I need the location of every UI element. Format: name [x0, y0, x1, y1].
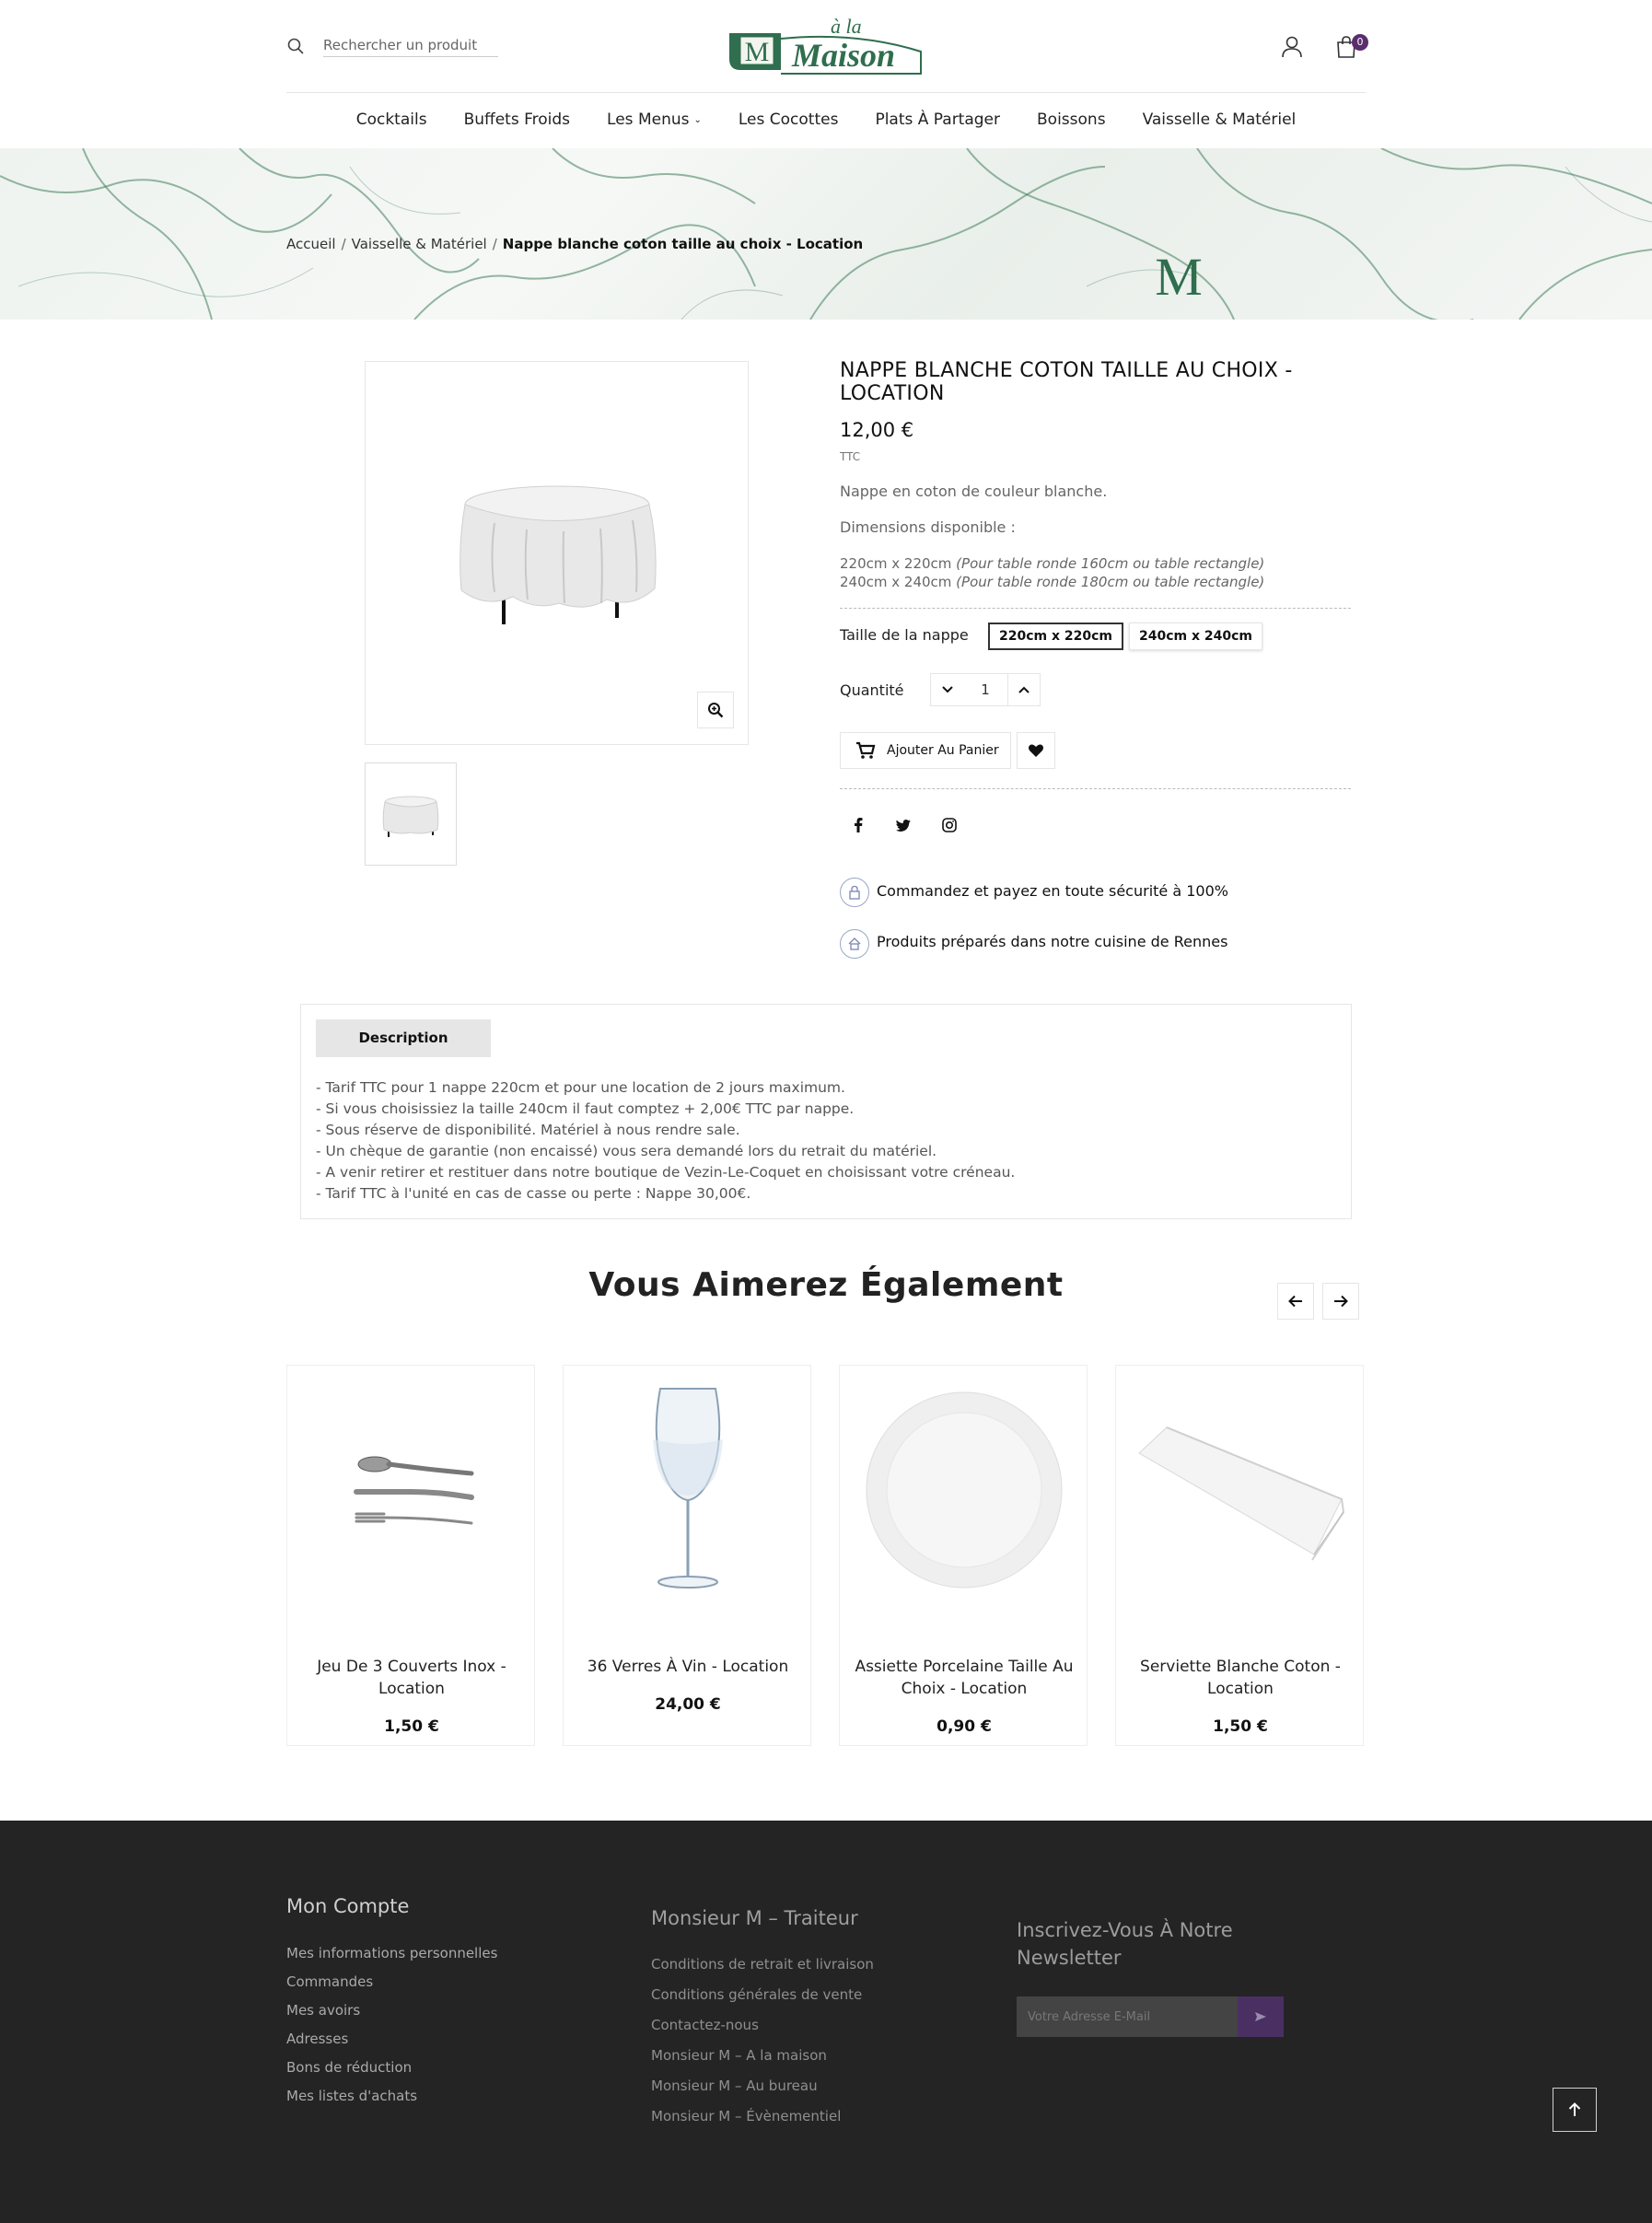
wine-glass-image — [642, 1384, 734, 1596]
facebook-icon — [854, 818, 863, 832]
dimension-size: 240cm x 240cm — [840, 574, 957, 590]
logo-mark — [727, 15, 925, 79]
product-thumbnail[interactable] — [365, 762, 457, 866]
breadcrumb-current: Nappe blanche coton taille au choix - Location — [502, 236, 864, 252]
footer-link-terms[interactable]: Conditions générales de vente — [651, 1986, 863, 2003]
footer-link-contact[interactable]: Contactez-nous — [651, 2017, 759, 2033]
breadcrumb-home[interactable]: Accueil — [286, 236, 336, 252]
nav-item-les-menus[interactable] — [607, 103, 702, 136]
product-card-name[interactable]: 36 Verres À Vin - Location — [587, 1658, 789, 1676]
nav-item-boissons[interactable]: Boissons — [1037, 111, 1106, 129]
tax-label: TTC — [840, 450, 861, 463]
search-input[interactable] — [323, 33, 498, 57]
plate-image — [863, 1389, 1065, 1591]
send-icon — [1254, 2011, 1267, 2022]
nav-item-cocktails[interactable]: Cocktails — [355, 111, 427, 129]
description-item: - Sous réserve de disponibilité. Matériel à nous rendre sale. — [316, 1122, 740, 1138]
footer-link-orders[interactable]: Commandes — [286, 1973, 374, 1990]
footer-link-vouchers[interactable]: Bons de réduction — [286, 2059, 413, 2076]
footer-link-home[interactable]: Monsieur M – A la maison — [651, 2047, 827, 2064]
quantity-decrease-button[interactable] — [930, 673, 963, 706]
product-main-image[interactable] — [365, 361, 749, 745]
zoom-button[interactable] — [697, 692, 734, 728]
breadcrumb-separator: / — [341, 236, 346, 252]
size-label: Taille de la nappe — [840, 626, 969, 644]
banner-logo-mark — [1151, 249, 1206, 304]
description-item: - Tarif TTC à l'unité en cas de casse ou perte : Nappe 30,00€. — [316, 1185, 751, 1202]
nav-item-buffets-froids[interactable]: Buffets Froids — [463, 111, 571, 129]
description-item: - Un chèque de garantie (non encaissé) vous sera demandé lors du retrait du matériel. — [316, 1143, 937, 1159]
logo-main-text: Maison — [792, 37, 896, 74]
cutlery-image — [347, 1444, 476, 1536]
chevron-down-icon — [942, 686, 953, 693]
newsletter-title: Inscrivez-Vous À Notre Newsletter — [1017, 1919, 1233, 1969]
newsletter-email-input[interactable] — [1017, 1996, 1238, 2037]
breadcrumb — [286, 236, 863, 252]
product-card[interactable] — [563, 1365, 811, 1746]
main-nav — [286, 103, 1366, 136]
description-line: Dimensions disponible : — [840, 518, 1016, 536]
dimension-note: (Pour table ronde 180cm ou table rectangle) — [956, 574, 1265, 590]
size-option-220[interactable]: 220cm x 220cm — [988, 623, 1123, 650]
product-card-image[interactable] — [297, 1375, 527, 1605]
back-to-top-button[interactable] — [1553, 2088, 1597, 2132]
secure-payment-icon — [840, 878, 869, 907]
reassurance-kitchen: Produits préparés dans notre cuisine de Rennes — [877, 933, 1228, 950]
twitter-share[interactable] — [894, 816, 913, 834]
nav-item-vaisselle-materiel[interactable]: Vaisselle & Matériel — [1142, 111, 1297, 129]
product-card[interactable] — [839, 1365, 1088, 1746]
related-products-title: Vous Aimerez Également — [588, 1266, 1064, 1304]
nav-item-les-cocottes[interactable]: Les Cocottes — [738, 111, 839, 129]
add-to-cart-button[interactable] — [840, 732, 1011, 769]
product-card-price: 24,00 € — [655, 1695, 721, 1714]
footer-company-title: Monsieur M – Traiteur — [651, 1907, 858, 1929]
footer-link-pickup-delivery[interactable]: Conditions de retrait et livraison — [651, 1956, 874, 1973]
zoom-in-icon — [707, 702, 724, 718]
newsletter-submit-button[interactable] — [1238, 1996, 1284, 2037]
tab-description[interactable]: Description — [316, 1019, 491, 1057]
divider — [840, 608, 1351, 609]
chef-house-icon — [847, 937, 862, 951]
dimension-item — [840, 554, 1355, 573]
footer-link-shopping-lists[interactable]: Mes listes d'achats — [286, 2088, 418, 2104]
quantity-label: Quantité — [840, 681, 904, 699]
tablecloth-thumbnail-image — [366, 763, 456, 865]
logo-letter: M — [744, 37, 770, 67]
product-card[interactable] — [286, 1365, 535, 1746]
product-card-image[interactable] — [849, 1375, 1079, 1605]
instagram-icon — [942, 818, 957, 832]
lock-icon — [847, 885, 862, 900]
product-price: 12,00 € — [840, 419, 914, 441]
twitter-icon — [896, 820, 911, 832]
nav-item-plats-a-partager[interactable]: Plats À Partager — [875, 111, 1001, 129]
page-banner — [0, 148, 1652, 320]
quantity-increase-button[interactable] — [1007, 673, 1041, 706]
dimension-size: 220cm x 220cm — [840, 555, 957, 572]
header-divider — [286, 92, 1366, 93]
dimensions-list — [840, 554, 1355, 591]
chevron-down-icon: ⌄ — [693, 115, 702, 125]
add-to-cart-label: Ajouter Au Panier — [887, 743, 999, 758]
product-card-name[interactable]: Serviette Blanche Coton - Location — [1140, 1658, 1341, 1698]
wishlist-button[interactable] — [1017, 732, 1055, 769]
footer-account-title: Mon Compte — [286, 1895, 410, 1917]
description-item: - A venir retirer et restituer dans notre boutique de Vezin-Le-Coquet en choisissant votre créneau. — [316, 1164, 1016, 1181]
product-card-price: 1,50 € — [384, 1717, 439, 1736]
chevron-up-icon — [1018, 686, 1030, 693]
product-card[interactable] — [1115, 1365, 1364, 1746]
footer-link-events[interactable]: Monsieur M – Évènementiel — [651, 2108, 842, 2124]
cart-count-badge: 0 — [1352, 34, 1368, 51]
footer-link-office[interactable]: Monsieur M – Au bureau — [651, 2078, 818, 2094]
nav-item-les-menus-label: Les Menus — [607, 111, 690, 129]
carousel-prev-button[interactable] — [1277, 1283, 1314, 1320]
product-card-name[interactable]: Assiette Porcelaine Taille Au Choix - Location — [855, 1658, 1074, 1698]
footer-link-addresses[interactable]: Adresses — [286, 2031, 349, 2047]
napkin-image — [1130, 1416, 1351, 1564]
footer — [0, 1821, 1652, 2223]
dimension-note: (Pour table ronde 160cm ou table rectangle) — [956, 555, 1265, 572]
cart-icon — [855, 741, 876, 760]
description-item: - Tarif TTC pour 1 nappe 220cm et pour une location de 2 jours maximum. — [316, 1079, 845, 1096]
description-list — [316, 1077, 1329, 1205]
product-card-image[interactable] — [573, 1375, 803, 1605]
arrow-right-icon — [1333, 1295, 1348, 1308]
product-card-image[interactable] — [1125, 1375, 1355, 1605]
dimension-item — [840, 573, 1355, 591]
arrow-up-icon — [1568, 2102, 1581, 2117]
product-card-name[interactable]: Jeu De 3 Couverts Inox - Location — [317, 1658, 506, 1698]
description-item: - Si vous choisissiez la taille 240cm il faut comptez + 2,00€ TTC par nappe. — [316, 1100, 855, 1117]
product-card-price: 1,50 € — [1213, 1717, 1268, 1736]
divider — [840, 788, 1351, 789]
quantity-input[interactable] — [963, 673, 1007, 706]
product-short-description — [840, 483, 1355, 591]
breadcrumb-category[interactable]: Vaisselle & Matériel — [351, 236, 487, 252]
instagram-share[interactable] — [940, 816, 959, 834]
arrow-left-icon — [1288, 1295, 1303, 1308]
carousel-next-button[interactable] — [1322, 1283, 1359, 1320]
footer-link-credit-slips[interactable]: Mes avoirs — [286, 2002, 361, 2019]
logo-top-text: à la — [831, 15, 862, 38]
footer-link-personal-info[interactable]: Mes informations personnelles — [286, 1945, 498, 1961]
user-icon[interactable] — [1280, 35, 1304, 59]
tablecloth-image — [366, 362, 750, 746]
heart-icon — [1028, 743, 1044, 758]
product-title: NAPPE BLANCHE COTON TAILLE AU CHOIX - LOCATION — [840, 359, 1293, 405]
size-option-240[interactable]: 240cm x 240cm — [1129, 623, 1262, 650]
description-line: Nappe en coton de couleur blanche. — [840, 483, 1108, 500]
banner-logo-letter: M — [1155, 249, 1203, 304]
breadcrumb-separator: / — [492, 236, 497, 252]
product-card-price: 0,90 € — [937, 1717, 992, 1736]
search-icon[interactable] — [286, 37, 305, 55]
kitchen-icon — [840, 929, 869, 959]
reassurance-secure: Commandez et payez en toute sécurité à 100% — [877, 882, 1228, 900]
logo[interactable] — [727, 15, 925, 79]
facebook-share[interactable] — [849, 816, 867, 834]
marble-texture — [0, 148, 1652, 320]
